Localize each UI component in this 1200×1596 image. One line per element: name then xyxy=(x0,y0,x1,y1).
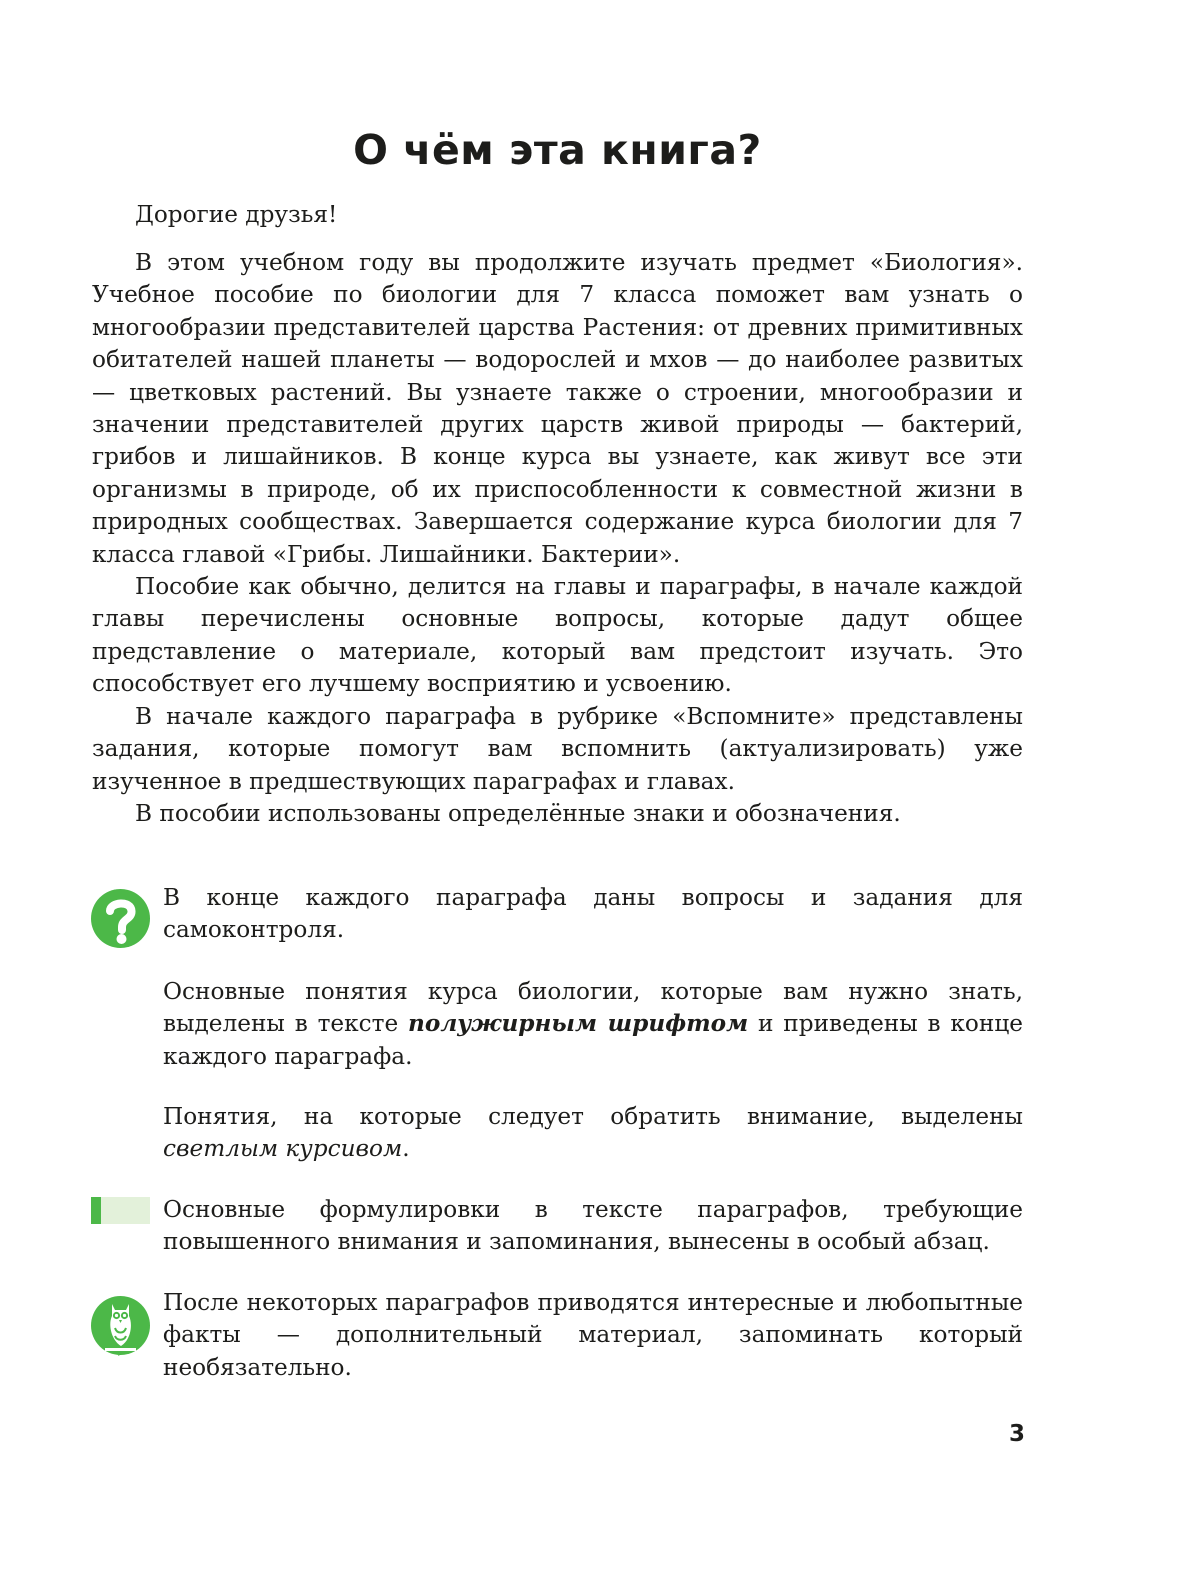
legend-italic-after: . xyxy=(402,1135,410,1163)
legend-italic-emphasis: светлым курсивом xyxy=(163,1135,403,1163)
greeting-text: Дорогие друзья! xyxy=(135,201,338,228)
legend-bold-after: и приведены в конце каждого параграфа. xyxy=(163,1010,1023,1070)
legend-italic-text xyxy=(163,1101,1023,1166)
legend-questions-text: В конце каждого параграфа даны вопросы и задания для самоконтроля. xyxy=(163,884,1023,944)
green-bar-icon xyxy=(91,1197,150,1224)
paragraph: Пособие как обычно, делится на главы и параграфы, в начале каждой главы перечислены основные вопросы, которые дадут общее представление о материале, который вам предстоит изучать. Это способствует его лучшему восприятию и усвоению. xyxy=(92,573,1023,698)
greeting xyxy=(92,199,1023,231)
legend-bold-emphasis: полужирным шрифтом xyxy=(408,1010,749,1038)
question-circle-icon xyxy=(91,889,150,948)
paragraph: В пособии использованы определённые знаки и обозначения. xyxy=(135,799,901,827)
legend-facts-text: После некоторых параграфов приводятся интересные и любопытные факты — дополнительный материал, запоминать который необязательно. xyxy=(163,1289,1023,1381)
owl-icon xyxy=(91,1296,150,1362)
legend-formulation-text: Основные формулировки в тексте параграфов, требующие повышенного внимания и запоминания, вынесены в особый абзац. xyxy=(163,1196,1023,1256)
legend-bold-text xyxy=(163,976,1023,1073)
legend-bold-before: Основные понятия курса биологии, которые вам нужно знать, выделены в тексте xyxy=(163,978,1023,1038)
page-title: О чём эта книга? xyxy=(353,126,762,174)
paragraph: В начале каждого параграфа в рубрике «Вспомните» представлены задания, которые помогут вам вспомнить (актуализировать) уже изученное в предшествующих параграфах и главах. xyxy=(92,702,1023,795)
legend-italic-before: Понятия, на которые следует обратить внимание, выделены xyxy=(163,1103,1023,1130)
paragraph: В этом учебном году вы продолжите изучать предмет «Биология». Учебное пособие по биологии для 7 класса поможет вам узнать о многообразии представителей царства Растения: от древних примитивных обитателей нашей планеты — водорослей и мхов — до наиболее развитых — цветковых растений. Вы узнаете также о строении, многообразии и значении представителей других царств живой природы — бактерий, грибов и лишайников. В конце курса вы узнаете, как живут все эти организмы в природе, об их приспособленности к совместной жизни в природных сообществах. Завершается содержание курса биологии для 7 класса главой «Грибы. Лишайники. Бактерии». xyxy=(92,249,1023,568)
page-number: 3 xyxy=(1008,1421,1025,1447)
intro-text xyxy=(92,247,1023,830)
